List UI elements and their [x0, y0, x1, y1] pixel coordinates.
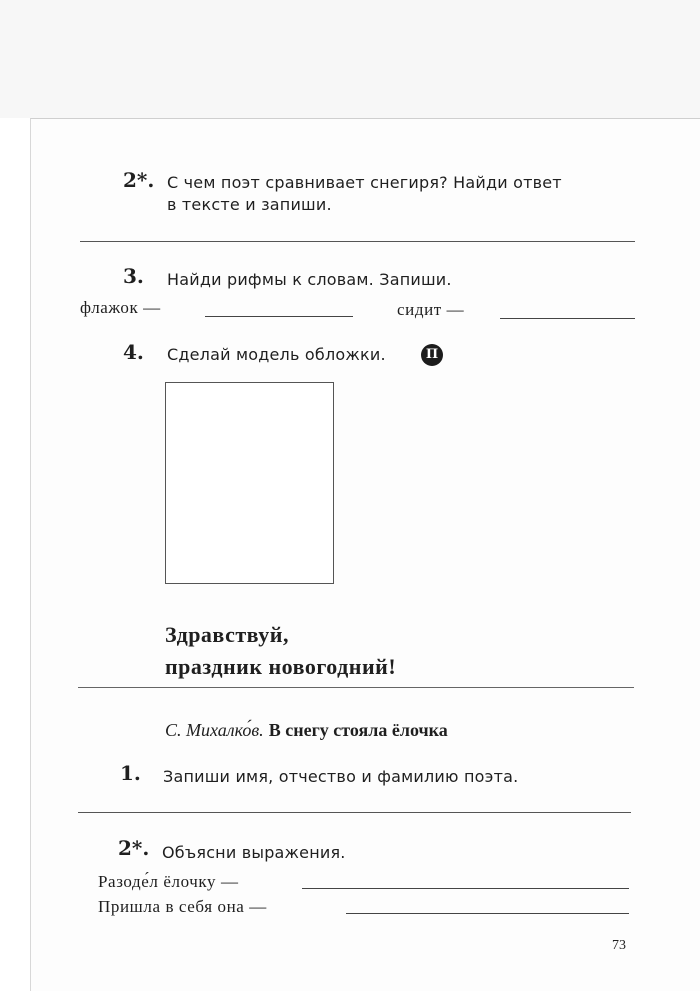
- q3-answer-line-2[interactable]: [500, 318, 635, 319]
- story-title: В снегу стояла ёлочка: [268, 720, 448, 740]
- pair-work-icon: П: [421, 344, 443, 366]
- q2-text-line2: в тексте и запиши.: [167, 195, 332, 214]
- section-title-line1: Здравствуй,: [165, 622, 289, 647]
- section-title-line2: праздник новогодний!: [165, 654, 397, 679]
- cover-model-box[interactable]: [165, 382, 334, 584]
- scan-top-margin: [0, 0, 700, 118]
- t2-answer-line-1[interactable]: [302, 888, 629, 889]
- q3-answer-line-1[interactable]: [205, 316, 353, 317]
- q4-number: 4.: [123, 340, 144, 364]
- t2-number: 2*.: [118, 836, 150, 860]
- t2-text: Объясни выражения.: [162, 843, 346, 862]
- q3-word-flazhok: флажок —: [80, 298, 161, 317]
- section-divider: [78, 687, 634, 688]
- t2-expression-1: Разоде́л ёлочку —: [98, 872, 239, 891]
- t2-answer-line-2[interactable]: [346, 913, 629, 914]
- q3-number: 3.: [123, 264, 144, 288]
- q2-number: 2*.: [123, 168, 155, 192]
- q3-word-sidit: сидит —: [397, 300, 465, 319]
- t1-answer-line[interactable]: [78, 812, 631, 813]
- q2-answer-line[interactable]: [80, 241, 635, 242]
- story-author: С. Михалко́в.: [165, 720, 264, 740]
- t1-number: 1.: [120, 761, 141, 785]
- workbook-page: [30, 118, 700, 991]
- page-number: 73: [612, 938, 626, 953]
- t2-expression-2: Пришла в себя она —: [98, 897, 267, 916]
- q2-text-line1: С чем поэт сравнивает снегиря? Найди ответ: [167, 173, 562, 192]
- q4-text: Сделай модель обложки.: [167, 345, 386, 364]
- q3-text: Найди рифмы к словам. Запиши.: [167, 270, 452, 289]
- story-heading: [165, 720, 448, 741]
- t1-text: Запиши имя, отчество и фамилию поэта.: [163, 767, 519, 786]
